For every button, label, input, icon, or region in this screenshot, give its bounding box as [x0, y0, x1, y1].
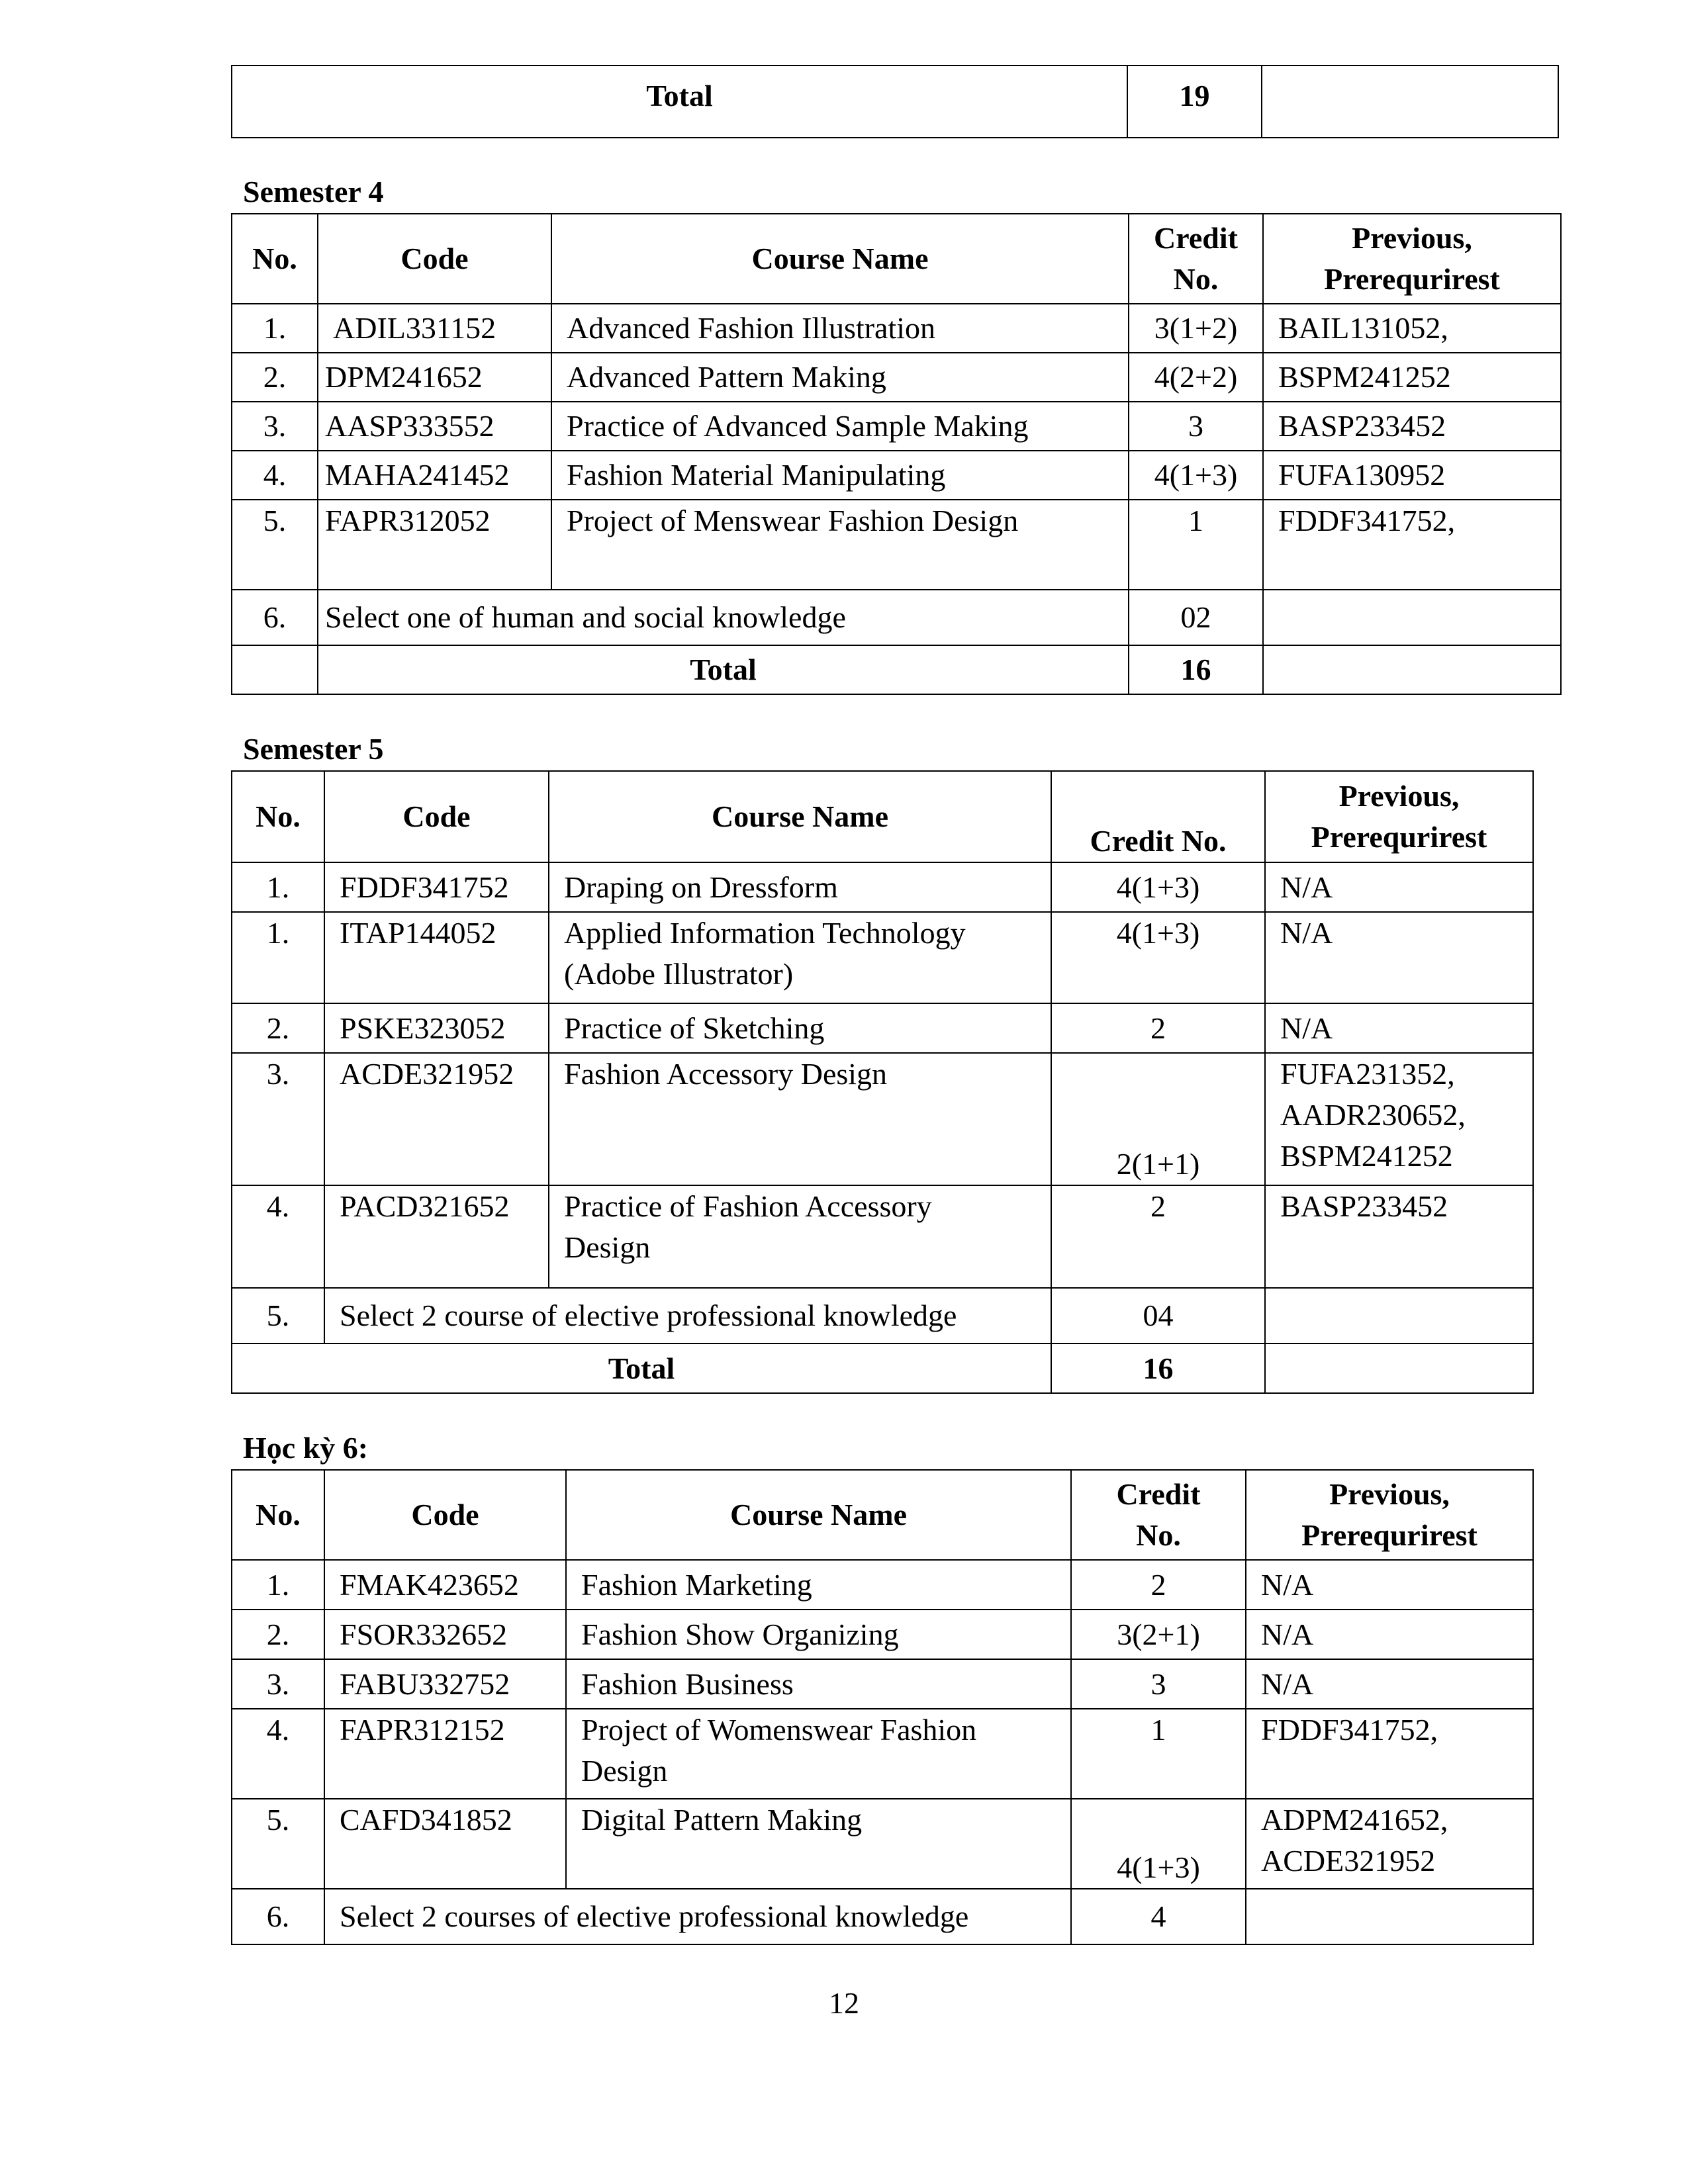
row-prereq: FDDF341752,	[1246, 1709, 1533, 1799]
header-course-name: Course Name	[566, 1470, 1071, 1560]
row-no: 6.	[232, 590, 318, 645]
row-code: DPM241652	[318, 353, 551, 402]
header-code: Code	[324, 771, 549, 862]
row-code: FSOR332652	[324, 1610, 566, 1659]
header-credit: Credit No.	[1071, 1470, 1246, 1560]
table-row	[232, 912, 1533, 1003]
table-row	[232, 500, 1561, 590]
row-credit: 4(1+3)	[1051, 912, 1265, 1003]
header-no: No.	[232, 214, 318, 304]
row-course-name: Advanced Fashion Illustration	[551, 304, 1129, 353]
row-no: 2.	[232, 1610, 324, 1659]
row-prereq: BASP233452	[1265, 1185, 1533, 1288]
table-row	[232, 1709, 1533, 1799]
row-prereq: N/A	[1246, 1659, 1533, 1709]
elective-label: Select one of human and social knowledge	[318, 590, 1129, 645]
empty-cell	[232, 645, 318, 694]
table-row	[232, 1003, 1533, 1053]
row-course-name: Project of Womenswear Fashion Design	[566, 1709, 1071, 1799]
page-number: 12	[829, 1986, 859, 2020]
row-credit: 4(1+3)	[1129, 451, 1263, 500]
row-no: 1.	[232, 304, 318, 353]
row-code: PSKE323052	[324, 1003, 549, 1053]
empty-cell	[1262, 66, 1558, 138]
row-code: ITAP144052	[324, 912, 549, 1003]
table-row	[232, 1610, 1533, 1659]
elective-row	[232, 1889, 1533, 1944]
table-row	[232, 1053, 1533, 1185]
table-row	[232, 451, 1561, 500]
row-code: FDDF341752	[324, 862, 549, 912]
row-course-name: Advanced Pattern Making	[551, 353, 1129, 402]
row-course-name: Fashion Marketing	[566, 1560, 1071, 1610]
row-no: 5.	[232, 1799, 324, 1889]
row-code: MAHA241452	[318, 451, 551, 500]
table-row	[232, 1659, 1533, 1709]
table-row	[232, 1185, 1533, 1288]
total-row	[232, 1343, 1533, 1393]
row-course-name: Draping on Dressform	[549, 862, 1051, 912]
semester6-table	[231, 1469, 1534, 1945]
total-label: Total	[318, 645, 1129, 694]
table-row	[232, 1799, 1533, 1889]
row-no: 2.	[232, 1003, 324, 1053]
row-credit: 2	[1051, 1185, 1265, 1288]
row-course-name: Fashion Material Manipulating	[551, 451, 1129, 500]
header-credit: Credit No.	[1051, 771, 1265, 862]
semester6-heading: Học kỳ 6:	[243, 1431, 369, 1465]
header-prereq: Previous, Prerequrirest	[1246, 1470, 1533, 1560]
total-label: Total	[232, 1343, 1051, 1393]
row-no: 2.	[232, 353, 318, 402]
row-no: 3.	[232, 402, 318, 451]
row-credit: 3	[1071, 1659, 1246, 1709]
row-prereq: ADPM241652, ACDE321952	[1246, 1799, 1533, 1889]
semester4-heading: Semester 4	[243, 175, 384, 208]
row-code: ACDE321952	[324, 1053, 549, 1185]
header-code: Code	[318, 214, 551, 304]
row-code: FABU332752	[324, 1659, 566, 1709]
row-no: 5.	[232, 1288, 324, 1343]
row-credit: 2	[1051, 1003, 1265, 1053]
semester5-heading: Semester 5	[243, 732, 384, 766]
empty-cell	[1246, 1889, 1533, 1944]
row-prereq: BAIL131052,	[1263, 304, 1561, 353]
elective-label: Select 2 courses of elective professional knowledge	[324, 1889, 1071, 1944]
row-prereq: BSPM241252	[1263, 353, 1561, 402]
row-prereq: N/A	[1246, 1610, 1533, 1659]
row-prereq: N/A	[1265, 912, 1533, 1003]
elective-label: Select 2 course of elective professional knowledge	[324, 1288, 1051, 1343]
empty-cell	[1265, 1343, 1533, 1393]
row-credit: 3	[1129, 402, 1263, 451]
row-course-name: Fashion Business	[566, 1659, 1071, 1709]
row-credit: 3(2+1)	[1071, 1610, 1246, 1659]
header-no: No.	[232, 1470, 324, 1560]
header-prereq: Previous, Prerequrirest	[1265, 771, 1533, 862]
row-credit: 2	[1071, 1560, 1246, 1610]
semester4-table	[231, 213, 1562, 695]
row-code: AASP333552	[318, 402, 551, 451]
row-credit: 1	[1129, 500, 1263, 590]
header-credit: Credit No.	[1129, 214, 1263, 304]
row-prereq: N/A	[1265, 862, 1533, 912]
row-no: 1.	[232, 862, 324, 912]
row-no: 4.	[232, 451, 318, 500]
header-course-name: Course Name	[549, 771, 1051, 862]
table-row	[232, 402, 1561, 451]
semester3-total-table	[231, 65, 1559, 138]
elective-row	[232, 1288, 1533, 1343]
table-row	[232, 353, 1561, 402]
row-code: FAPR312152	[324, 1709, 566, 1799]
header-prereq: Previous, Prerequrirest	[1263, 214, 1561, 304]
table-row	[232, 304, 1561, 353]
semester5-table	[231, 770, 1534, 1394]
row-credit: 4(2+2)	[1129, 353, 1263, 402]
row-code: FMAK423652	[324, 1560, 566, 1610]
row-no: 5.	[232, 500, 318, 590]
row-course-name: Applied Information Technology (Adobe Illustrator)	[549, 912, 1051, 1003]
empty-cell	[1263, 590, 1561, 645]
row-code: PACD321652	[324, 1185, 549, 1288]
row-prereq: FUFA231352, AADR230652, BSPM241252	[1265, 1053, 1533, 1185]
empty-cell	[1265, 1288, 1533, 1343]
row-no: 1.	[232, 912, 324, 1003]
table-row	[232, 1560, 1533, 1610]
row-credit: 4(1+3)	[1051, 862, 1265, 912]
total-row	[232, 645, 1561, 694]
total-credits: 16	[1051, 1343, 1265, 1393]
row-course-name: Practice of Fashion Accessory Design	[549, 1185, 1051, 1288]
row-credit: 4	[1071, 1889, 1246, 1944]
row-code: ADIL331152	[318, 304, 551, 353]
row-no: 4.	[232, 1709, 324, 1799]
row-course-name: Practice of Sketching	[549, 1003, 1051, 1053]
total-credits: 16	[1129, 645, 1263, 694]
table-row	[232, 862, 1533, 912]
row-prereq: N/A	[1265, 1003, 1533, 1053]
header-code: Code	[324, 1470, 566, 1560]
header-course-name: Course Name	[551, 214, 1129, 304]
row-credit: 02	[1129, 590, 1263, 645]
header-no: No.	[232, 771, 324, 862]
row-no: 1.	[232, 1560, 324, 1610]
row-no: 4.	[232, 1185, 324, 1288]
row-prereq: BASP233452	[1263, 402, 1561, 451]
row-credit: 1	[1071, 1709, 1246, 1799]
row-no: 6.	[232, 1889, 324, 1944]
row-course-name: Fashion Accessory Design	[549, 1053, 1051, 1185]
row-prereq: FDDF341752,	[1263, 500, 1561, 590]
row-prereq: N/A	[1246, 1560, 1533, 1610]
elective-row	[232, 590, 1561, 645]
row-credit: 4(1+3)	[1071, 1799, 1246, 1889]
row-no: 3.	[232, 1659, 324, 1709]
row-no: 3.	[232, 1053, 324, 1185]
row-credit: 3(1+2)	[1129, 304, 1263, 353]
row-course-name: Practice of Advanced Sample Making	[551, 402, 1129, 451]
total-label: Total	[232, 66, 1127, 138]
row-credit: 04	[1051, 1288, 1265, 1343]
row-course-name: Digital Pattern Making	[566, 1799, 1071, 1889]
row-code: FAPR312052	[318, 500, 551, 590]
empty-cell	[1263, 645, 1561, 694]
total-credits: 19	[1127, 66, 1262, 138]
row-prereq: FUFA130952	[1263, 451, 1561, 500]
row-course-name: Fashion Show Organizing	[566, 1610, 1071, 1659]
row-course-name: Project of Menswear Fashion Design	[551, 500, 1129, 590]
row-credit: 2(1+1)	[1051, 1053, 1265, 1185]
row-code: CAFD341852	[324, 1799, 566, 1889]
